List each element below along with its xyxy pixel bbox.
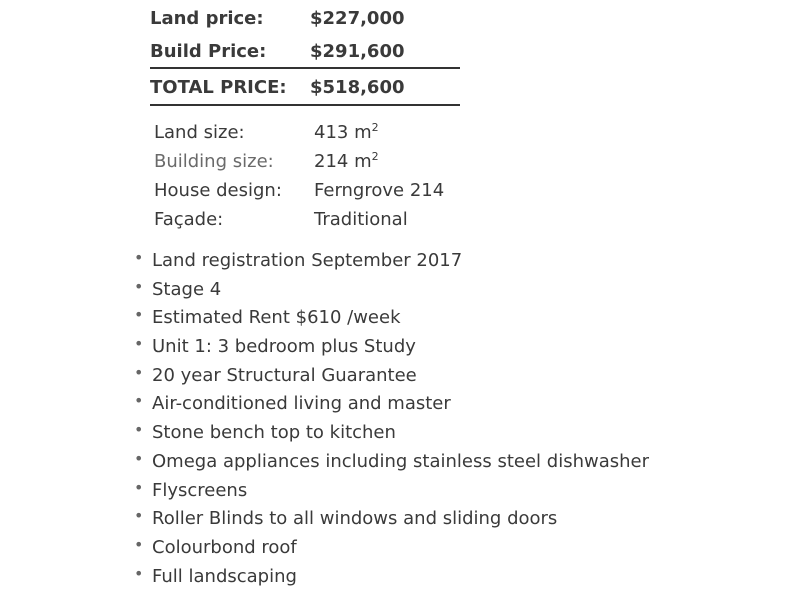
- price-summary: [150, 0, 460, 98]
- bullet-icon: •: [134, 334, 144, 354]
- feature-list: [134, 248, 650, 592]
- list-item: • Estimated Rent $610 /week: [134, 305, 401, 329]
- list-item: • Flyscreens: [134, 477, 248, 501]
- bullet-icon: •: [134, 448, 144, 468]
- land-price-value: $227,000: [310, 8, 405, 29]
- bullet-icon: •: [134, 362, 144, 382]
- list-item: • Stone bench top to kitchen: [134, 420, 396, 444]
- list-item: • Unit 1: 3 bedroom plus Study: [134, 334, 416, 358]
- list-item: • Land registration September 2017: [134, 248, 463, 271]
- bullet-icon: •: [134, 391, 144, 411]
- divider: [150, 104, 460, 106]
- list-item: • Colourbond roof: [134, 534, 297, 558]
- bullet-icon: •: [134, 563, 144, 583]
- list-item: • Full landscaping: [134, 563, 297, 587]
- total-price-label: TOTAL PRICE:: [150, 77, 287, 98]
- build-price-value: $291,600: [310, 41, 405, 62]
- land-price-label: Land price:: [150, 8, 264, 29]
- facade-label: Façade:: [154, 209, 224, 230]
- list-item: • Air-conditioned living and master: [134, 391, 451, 415]
- land-price-row: [150, 0, 460, 34]
- list-item: • Omega appliances including stainless steel dishwasher: [134, 448, 650, 472]
- facade-value: Traditional: [314, 209, 408, 230]
- unit-superscript: 2: [371, 121, 379, 134]
- divider: [150, 67, 460, 69]
- bullet-icon: •: [134, 305, 144, 325]
- bullet-icon: •: [134, 477, 144, 497]
- bullet-icon: •: [134, 276, 144, 296]
- list-item: • Stage 4: [134, 276, 222, 300]
- list-item: • 20 year Structural Guarantee: [134, 362, 417, 386]
- build-price-row: [150, 34, 460, 68]
- unit-superscript: 2: [371, 150, 379, 163]
- building-size-value: 214 $m^2$: [314, 150, 379, 172]
- total-price-row: [150, 70, 460, 104]
- bullet-icon: •: [134, 248, 144, 267]
- list-item: • Roller Blinds to all windows and sliding doors: [134, 506, 558, 530]
- bullet-icon: •: [134, 420, 144, 440]
- bullet-icon: •: [134, 506, 144, 526]
- build-price-label: Build Price:: [150, 41, 267, 62]
- bullet-icon: •: [134, 534, 144, 554]
- house-design-value: Ferngrove 214: [314, 180, 445, 201]
- total-price-value: $518,600: [310, 77, 405, 98]
- land-size-value: 413 $m^2$: [314, 121, 379, 143]
- house-design-label: House design:: [154, 180, 282, 201]
- building-size-label: Building size:: [154, 151, 274, 172]
- land-size-label: Land size:: [154, 122, 245, 143]
